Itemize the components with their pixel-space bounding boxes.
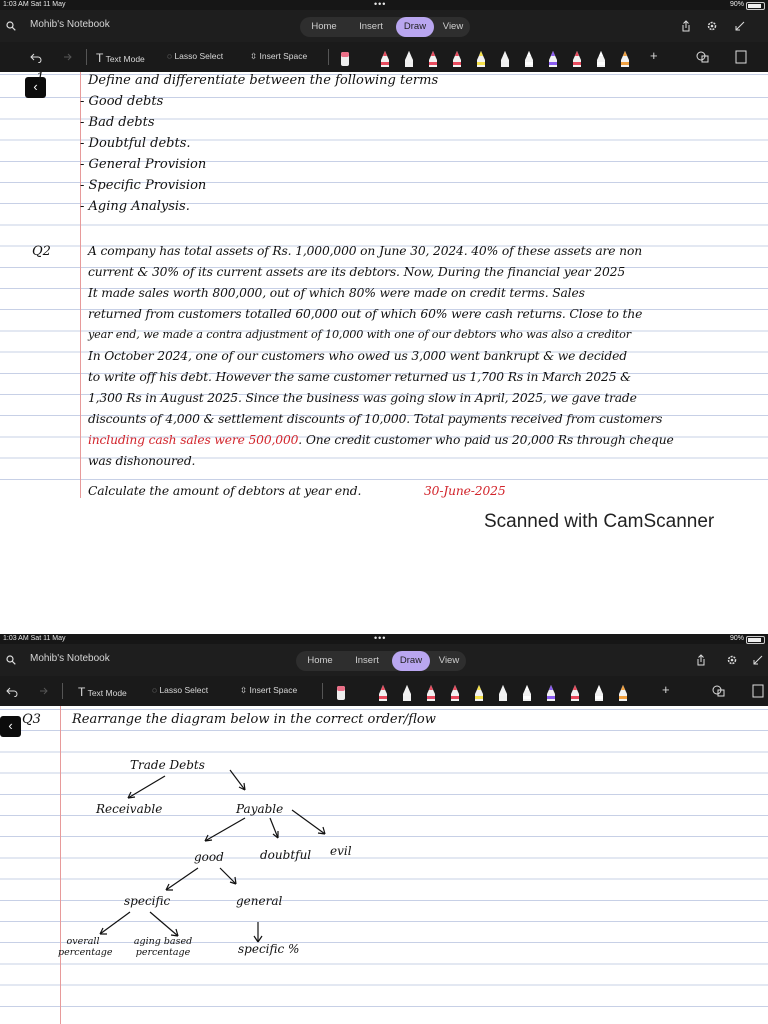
pen-tool-icon[interactable] bbox=[476, 48, 485, 68]
battery-percent: 90% bbox=[729, 635, 744, 642]
arrow-specific-overall bbox=[100, 912, 130, 934]
tab-draw[interactable]: Draw bbox=[396, 17, 434, 37]
tab-insert[interactable]: Insert bbox=[359, 21, 383, 32]
pen-tool-icon[interactable] bbox=[500, 48, 509, 68]
notebook-title[interactable]: Mohib's Notebook bbox=[30, 653, 110, 664]
text-mode-icon: T bbox=[78, 685, 86, 699]
insert-space-icon: ⇳ bbox=[250, 51, 258, 61]
q2-line bbox=[88, 433, 674, 447]
share-icon[interactable] bbox=[695, 654, 707, 666]
status-time: 1:03 AM Sat 11 May bbox=[3, 635, 66, 642]
note-page-2[interactable] bbox=[0, 706, 768, 1024]
status-bar bbox=[0, 0, 768, 10]
node-receivable: Receivable bbox=[96, 802, 163, 816]
arrow-specific-aging bbox=[150, 912, 178, 936]
pen-tool-icon[interactable] bbox=[404, 48, 413, 68]
node-payable: Payable bbox=[236, 802, 284, 816]
q2-line: 1,300 Rs in August 2025. Since the business was going slow in April, 2025, we gave trade bbox=[88, 391, 637, 405]
battery-percent: 90% bbox=[729, 1, 744, 8]
multitask-dots[interactable]: ••• bbox=[374, 0, 387, 9]
shapes-icon[interactable] bbox=[696, 50, 710, 64]
arrow-good-specific bbox=[166, 868, 198, 890]
node-evil: evil bbox=[330, 844, 352, 858]
lasso-icon: ◌ bbox=[167, 51, 173, 61]
title-bar bbox=[0, 644, 768, 676]
search-icon[interactable] bbox=[6, 21, 16, 31]
collapse-icon[interactable] bbox=[734, 20, 746, 32]
battery-icon bbox=[746, 2, 765, 10]
undo-icon[interactable] bbox=[30, 51, 42, 63]
pen-tool-icon[interactable] bbox=[378, 682, 387, 702]
pen-tool-icon[interactable] bbox=[620, 48, 629, 68]
arrow-payable-evil bbox=[292, 810, 325, 834]
redo-icon[interactable] bbox=[36, 685, 48, 697]
lasso-icon: ◌ bbox=[152, 685, 158, 695]
add-pen-button[interactable]: + bbox=[650, 48, 658, 63]
arrow-payable-good bbox=[205, 818, 245, 841]
node-specific: specific bbox=[124, 894, 171, 908]
q2-red-text: including cash sales were 500,000 bbox=[88, 433, 299, 447]
text-mode-button[interactable]: T Text Mode bbox=[96, 51, 145, 65]
q2-line: discounts of 4,000 & settlement discounts of 10,000. Total payments received from customers bbox=[88, 412, 663, 426]
q1-line: - Doubtful debts. bbox=[80, 136, 191, 151]
eraser-icon[interactable] bbox=[336, 682, 345, 702]
collapse-icon[interactable] bbox=[752, 654, 764, 666]
q1-line: - Bad debts bbox=[80, 115, 155, 130]
status-time: 1:03 AM Sat 11 May bbox=[3, 1, 66, 8]
q2-line: to write off his debt. However the same customer returned us 1,700 Rs in March 2025 & bbox=[88, 370, 631, 384]
q1-line: - Specific Provision bbox=[80, 178, 207, 193]
lasso-select-button[interactable]: ◌ Lasso Select bbox=[167, 51, 224, 61]
draw-toolbar bbox=[0, 676, 768, 706]
q3-text: Rearrange the diagram below in the correct order/flow bbox=[72, 712, 436, 727]
q1-line: Define and differentiate between the following terms bbox=[88, 73, 439, 88]
q1-line: - Aging Analysis. bbox=[80, 199, 190, 214]
q1-label: 1 bbox=[36, 71, 45, 86]
status-bar bbox=[0, 634, 768, 644]
tab-insert[interactable]: Insert bbox=[355, 655, 379, 666]
add-pen-button[interactable]: + bbox=[662, 682, 670, 697]
lasso-select-button[interactable]: ◌ Lasso Select bbox=[152, 685, 209, 695]
battery-icon bbox=[746, 636, 765, 644]
q2-line: year end, we made a contra adjustment of 10,000 with one of our debtors who was also a creditor bbox=[88, 328, 631, 341]
screenshot-2 bbox=[0, 634, 768, 1024]
node-overall-percentage: overall percentage bbox=[58, 936, 113, 958]
arrow-trade-receivable bbox=[128, 776, 165, 798]
node-specific-percent: specific % bbox=[238, 942, 300, 956]
pen-tool-icon[interactable] bbox=[618, 682, 627, 702]
pen-tool-icon[interactable] bbox=[548, 48, 557, 68]
note-page-1[interactable] bbox=[0, 72, 768, 498]
title-bar bbox=[0, 10, 768, 42]
redo-icon[interactable] bbox=[60, 51, 72, 63]
pen-tool-icon[interactable] bbox=[572, 48, 581, 68]
pen-tool-icon[interactable] bbox=[594, 682, 603, 702]
draw-toolbar bbox=[0, 42, 768, 72]
arrow-good-general bbox=[220, 868, 236, 884]
calc-date: 30-June-2025 bbox=[424, 484, 506, 498]
insert-space-button[interactable]: ⇳ Insert Space bbox=[240, 685, 298, 695]
q2-label: Q2 bbox=[32, 244, 51, 259]
pen-tool-icon[interactable] bbox=[474, 682, 483, 702]
node-aging-based-percentage: aging based percentage bbox=[133, 936, 193, 958]
calc-line: Calculate the amount of debtors at year end. bbox=[88, 484, 362, 498]
node-doubtful: doubtful bbox=[260, 848, 312, 862]
share-icon[interactable] bbox=[680, 20, 692, 32]
pen-tool-icon[interactable] bbox=[596, 48, 605, 68]
pen-tool-icon[interactable] bbox=[450, 682, 459, 702]
flow-diagram-arrows bbox=[0, 706, 768, 1024]
screenshot-1 bbox=[0, 0, 768, 498]
page-icon[interactable] bbox=[752, 684, 764, 698]
pen-tool-icon[interactable] bbox=[570, 682, 579, 702]
text-mode-button[interactable]: T Text Mode bbox=[78, 685, 127, 699]
q2-line: In October 2024, one of our customers who owed us 3,000 went bankrupt & we decided bbox=[88, 349, 627, 363]
gear-icon[interactable] bbox=[706, 20, 718, 32]
eraser-icon[interactable] bbox=[340, 48, 349, 68]
q2-line: returned from customers totalled 60,000 out of which 60% were cash returns. Close to the bbox=[88, 307, 643, 321]
insert-space-icon: ⇳ bbox=[240, 685, 248, 695]
q2-line: It made sales worth 800,000, out of which 80% were made on credit terms. Sales bbox=[88, 286, 585, 300]
tab-view[interactable]: View bbox=[438, 655, 460, 666]
text-mode-icon: T bbox=[96, 51, 104, 65]
gear-icon[interactable] bbox=[726, 654, 738, 666]
page-icon[interactable] bbox=[735, 50, 747, 64]
arrow-trade-payable bbox=[230, 770, 245, 790]
q1-line: - General Provision bbox=[80, 157, 207, 172]
pen-tool-icon[interactable] bbox=[452, 48, 461, 68]
pen-tool-icon[interactable] bbox=[380, 48, 389, 68]
tab-home[interactable]: Home bbox=[311, 21, 337, 32]
tab-home[interactable]: Home bbox=[307, 655, 333, 666]
q2-after-red: . One credit customer who paid us 20,000 Rs through cheque bbox=[298, 433, 674, 447]
search-icon[interactable] bbox=[6, 655, 16, 665]
pen-tool-icon[interactable] bbox=[546, 682, 555, 702]
undo-icon[interactable] bbox=[6, 685, 18, 697]
pen-tool-icon[interactable] bbox=[498, 682, 507, 702]
pen-tool-icon[interactable] bbox=[522, 682, 531, 702]
notebook-title[interactable]: Mohib's Notebook bbox=[30, 19, 110, 30]
q2-line: current & 30% of its current assets are its debtors. Now, During the financial year 2025 bbox=[88, 265, 625, 279]
node-trade-debts: Trade Debts bbox=[130, 758, 205, 772]
q3-label: Q3 bbox=[22, 712, 41, 727]
back-button[interactable]: ‹ bbox=[0, 716, 21, 737]
tab-draw[interactable]: Draw bbox=[392, 651, 430, 671]
pen-tool-icon[interactable] bbox=[524, 48, 533, 68]
tab-view[interactable]: View bbox=[442, 21, 464, 32]
multitask-dots[interactable]: ••• bbox=[374, 634, 387, 643]
pen-tool-icon[interactable] bbox=[428, 48, 437, 68]
node-good: good bbox=[194, 850, 224, 864]
pen-tool-icon[interactable] bbox=[402, 682, 411, 702]
back-button[interactable]: ‹ bbox=[25, 77, 46, 98]
camscanner-watermark: Scanned with CamScanner bbox=[484, 511, 715, 532]
insert-space-button[interactable]: ⇳ Insert Space bbox=[250, 51, 308, 61]
pen-tool-icon[interactable] bbox=[426, 682, 435, 702]
shapes-icon[interactable] bbox=[712, 684, 726, 698]
q2-line: A company has total assets of Rs. 1,000,000 on June 30, 2024. 40% of these assets are non bbox=[88, 244, 642, 258]
q1-line: - Good debts bbox=[80, 94, 164, 109]
node-general: general bbox=[236, 894, 283, 908]
q2-line: was dishonoured. bbox=[88, 454, 196, 468]
